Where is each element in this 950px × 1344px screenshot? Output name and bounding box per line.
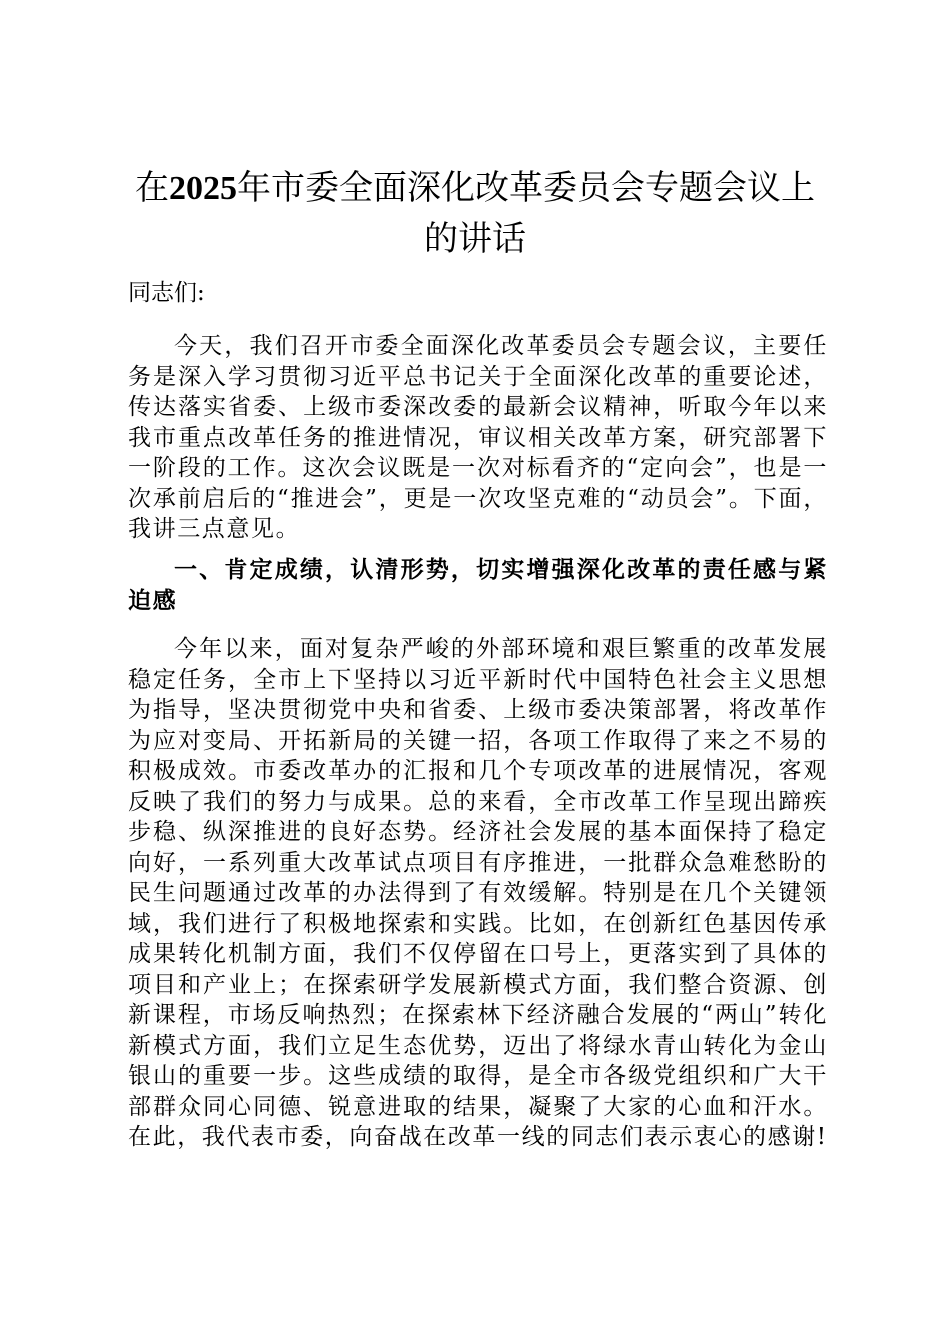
title-year: 2025 <box>169 170 237 207</box>
salutation: 同志们: <box>128 280 205 306</box>
title-prefix: 在 <box>135 168 169 208</box>
section-heading-1: 一、肯定成绩，认清形势，切实增强深化改革的责任感与紧迫感 <box>128 556 828 614</box>
paragraph-opening: 今天，我们召开市委全面深化改革委员会专题会议，主要任务是深入学习贯彻习近平总书记关于全面深化改革的重要论述，传达落实省委、上级市委深改委的最新会议精神，听取今年以来我市重点改革任务的推进情况，审议相关改革方案，研究部署下一阶段的工作。这次会议既是一次对标看齐的“定向会”，也是一次承前启后的“推进会”，更是一次攻坚克难的“动员会”。下面，我讲三点意见。 <box>128 333 828 542</box>
title-rest: 年市委全面深化改革委员会专题会议上的讲话 <box>237 168 815 259</box>
paragraph-section-1: 今年以来，面对复杂严峻的外部环境和艰巨繁重的改革发展稳定任务，全市上下坚持以习近平新时代中国特色社会主义思想为指导，坚决贯彻党中央和省委、上级市委决策部署，将改革作为应对变局、开拓新局的关键一招，各项工作取得了来之不易的积极成效。市委改革办的汇报和几个专项改革的进展情况，客观反映了我们的努力与成果。总的来看，全市改革工作呈现出蹄疾步稳、纵深推进的良好态势。经济社会发展的基本面保持了稳定向好，一系列重大改革试点项目有序推进，一批群众急难愁盼的民生问题通过改革的办法得到了有效缓解。特别是在几个关键领域，我们进行了积极地探索和实践。比如，在创新红色基因传承成果转化机制方面，我们不仅停留在口号上，更落实到了具体的项目和产业上；在探索研学发展新模式方面，我们整合资源、创新课程，市场反响热烈；在探索林下经济融合发展的“两山”转化新模式方面，我们立足生态优势，迈出了将绿水青山转化为金山银山的重要一步。这些成绩的取得，是全市各级党组织和广大干部群众同心同德、锐意进取的结果，凝聚了大家的心血和汗水。在此，我代表市委，向奋战在改革一线的同志们表示衷心的感谢! <box>128 636 828 1150</box>
document-title <box>120 163 830 264</box>
